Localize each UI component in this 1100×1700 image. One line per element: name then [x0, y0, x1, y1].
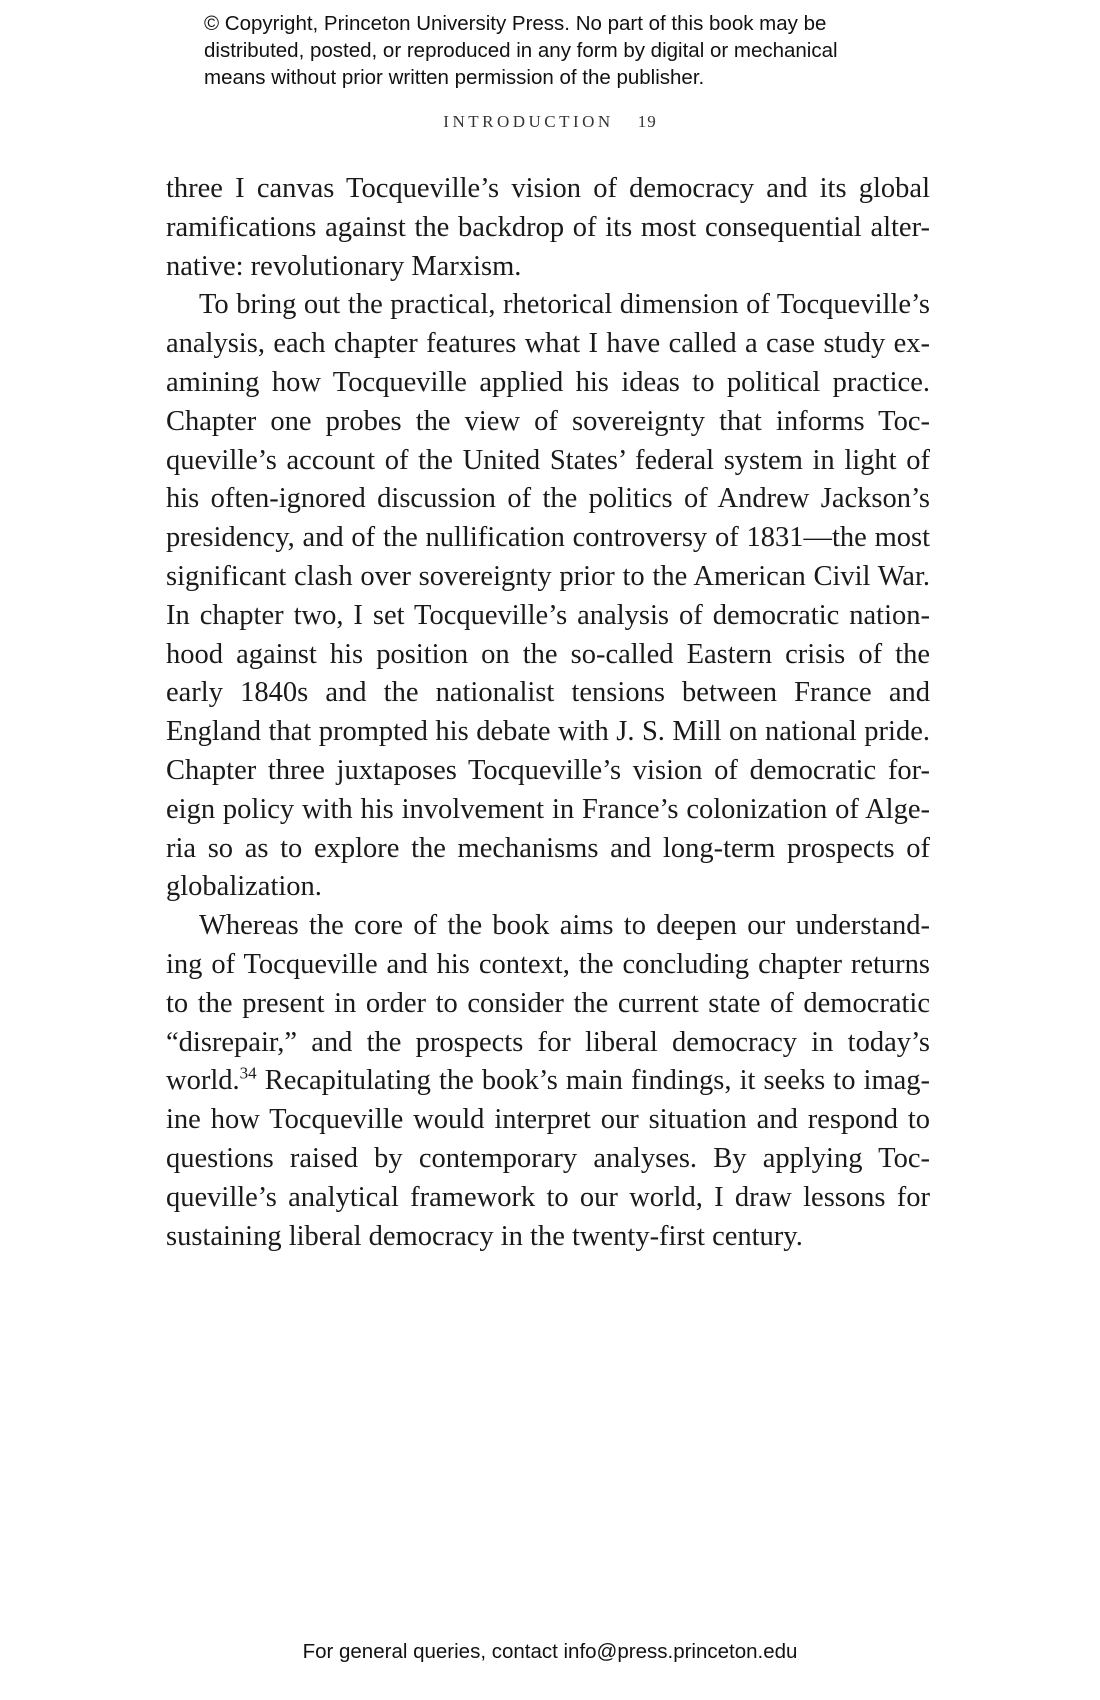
text-line-with-footnote: [166, 1062, 930, 1101]
copyright-line: means without prior written permission of the publisher.: [204, 66, 705, 89]
text-line: ine how Tocqueville would interpret our situation and respond to: [166, 1104, 930, 1136]
text-line: To bring out the practical, rhetorical dimension of Tocqueville’s: [199, 289, 930, 321]
text-line: analysis, each chapter features what I have called a case study ex-: [166, 328, 930, 360]
text-line: queville’s account of the United States’ federal system in light of: [166, 444, 930, 476]
text-line: Chapter three juxtaposes Tocqueville’s vision of democratic for-: [166, 754, 930, 786]
text-line: hood against his position on the so-called Eastern crisis of the: [166, 638, 930, 670]
running-head-title: INTRODUCTION: [443, 112, 614, 131]
text-line: amining how Tocqueville applied his ideas to political practice.: [166, 366, 930, 398]
text-line: his often-ignored discussion of the politics of Andrew Jackson’s: [166, 483, 930, 515]
text-line: to the present in order to consider the current state of democratic: [166, 987, 930, 1019]
text-line: questions raised by contemporary analyses. By applying Toc-: [166, 1142, 930, 1174]
page-number: 19: [637, 112, 657, 131]
text-line: early 1840s and the nationalist tensions between France and: [166, 677, 930, 709]
footer-contact: For general queries, contact info@press.princeton.edu: [302, 1640, 798, 1663]
text-line: England that prompted his debate with J. S. Mill on national pride.: [166, 716, 930, 748]
text-line: sustaining liberal democracy in the twenty-first century.: [166, 1220, 803, 1252]
copyright-line: distributed, posted, or reproduced in any form by digital or mechanical: [204, 39, 838, 62]
text-line: three I canvas Tocqueville’s vision of democracy and its global: [166, 173, 930, 204]
text-line: ing of Tocqueville and his context, the concluding chapter returns: [166, 948, 930, 980]
text-line: native: revolutionary Marxism.: [166, 250, 522, 282]
text-line: ramifications against the backdrop of its most consequential alter-: [166, 211, 930, 243]
copyright-notice: [204, 10, 924, 91]
text-line: queville’s analytical framework to our world, I draw lessons for: [166, 1181, 930, 1213]
text-fragment: Recapitulating the book’s main findings, it seeks to imag-: [264, 1065, 930, 1097]
copyright-line: © Copyright, Princeton University Press. No part of this book may be: [204, 12, 827, 35]
running-head: [0, 112, 1100, 132]
text-fragment: world.: [166, 1065, 240, 1097]
text-line: In chapter two, I set Tocqueville’s analysis of democratic nation-: [166, 599, 930, 631]
text-line: globalization.: [166, 871, 322, 903]
text-line: presidency, and of the nullification controversy of 1831—the most: [166, 522, 930, 554]
footnote-reference[interactable]: 34: [239, 1063, 257, 1083]
text-line: eign policy with his involvement in France’s colonization of Alge-: [166, 793, 930, 825]
text-line: ria so as to explore the mechanisms and long-term prospects of: [166, 832, 930, 864]
text-line: significant clash over sovereignty prior to the American Civil War.: [166, 560, 930, 592]
text-line: Whereas the core of the book aims to deepen our understand-: [199, 910, 930, 942]
body-text: [166, 170, 930, 1256]
text-line: Chapter one probes the view of sovereignty that informs Toc-: [166, 405, 930, 437]
text-line: “disrepair,” and the prospects for liberal democracy in today’s: [166, 1026, 930, 1058]
